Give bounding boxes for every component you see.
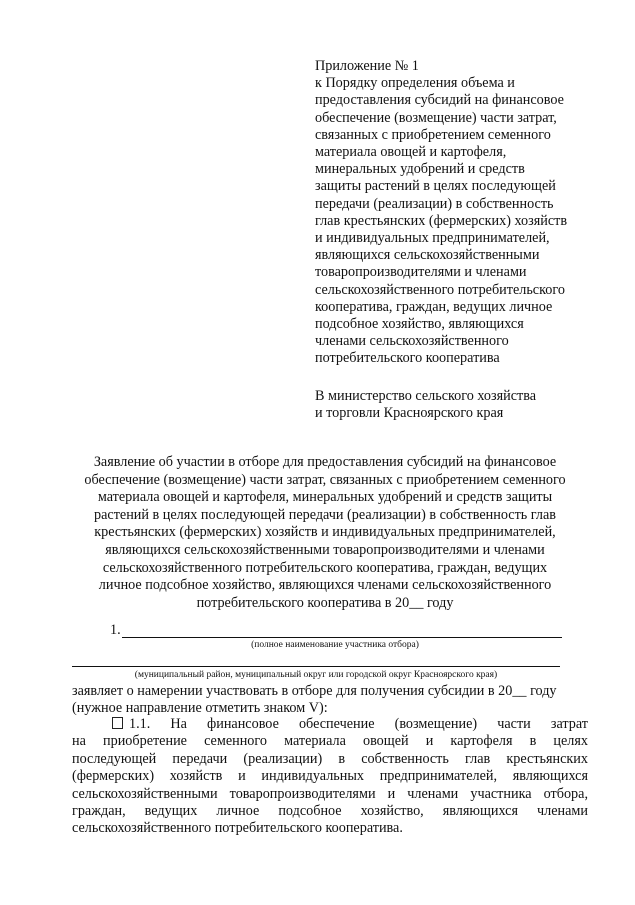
option-line: последующей передачи (реализации) в собственность глав крестьянских [72, 750, 588, 767]
appendix-header [315, 58, 605, 368]
declaration-text [72, 683, 592, 718]
appendix-line: обеспечение (возмещение) части затрат, [315, 109, 557, 126]
appendix-line: членами сельскохозяйственного [315, 333, 509, 350]
appendix-line: предоставления субсидий на финансовое [315, 92, 564, 109]
declaration-line: заявляет о намерении участвовать в отборе для получения субсидии в 20__ году [72, 683, 557, 699]
option-line: (фермерских) хозяйств и индивидуальных предпринимателей, являющихся [72, 768, 588, 785]
title-line: обеспечение (возмещение) части затрат, связанных с приобретением семенного [84, 471, 566, 488]
municipality-field-underline[interactable] [72, 666, 560, 667]
option-line: сельскохозяйственными товаропроизводителями и членами участника отбора, [72, 785, 588, 802]
title-line: потребительского кооператива в 20__ году [196, 594, 454, 611]
title-line: сельскохозяйственного потребительского кооператива, граждан, ведущих [102, 559, 548, 576]
addressee-block [315, 388, 605, 422]
option-line-text: 1.1. На финансовое обеспечение (возмещение) части затрат [129, 716, 588, 732]
participant-name-field[interactable] [110, 620, 570, 640]
field-number: 1. [110, 622, 121, 638]
option-line: сельскохозяйственного потребительского кооператива. [72, 820, 403, 837]
option-line [72, 716, 588, 733]
appendix-line: глав крестьянских (фермерских) хозяйств [315, 212, 568, 229]
appendix-line: минеральных удобрений и средств [315, 161, 525, 178]
addressee-line: В министерство сельского хозяйства [315, 388, 537, 404]
option-line: на приобретение семенного материала овощей и картофеля в целях [72, 733, 588, 750]
participant-name-caption: (полное наименование участника отбора) [251, 640, 419, 650]
title-line: растений в целях последующей передачи (реализации) в собственность глав [94, 506, 556, 523]
participant-name-underline[interactable] [122, 637, 562, 638]
option-checkbox[interactable] [112, 717, 123, 729]
title-line: материала овощей и картофеля, минеральных удобрений и средств защиты [97, 489, 553, 506]
appendix-line: являющихся сельскохозяйственными [315, 247, 540, 264]
appendix-line: потребительского кооператива [315, 350, 500, 367]
appendix-line: и индивидуальных предпринимателей, [315, 230, 550, 247]
appendix-line: сельскохозяйственного потребительского [315, 281, 565, 298]
option-1-1 [72, 716, 588, 838]
appendix-line: Приложение № 1 [315, 58, 419, 74]
title-line: личное подсобное хозяйство, являющихся членами сельскохозяйственного [98, 577, 552, 594]
title-line: крестьянских (фермерских) хозяйств и индивидуальных предпринимателей, [94, 524, 556, 541]
application-title [60, 454, 590, 612]
addressee-line: и торговли Красноярского края [315, 405, 504, 422]
appendix-line: материала овощей и картофеля, [315, 144, 507, 161]
option-line: граждан, ведущих личное подсобное хозяйство, являющихся членами [72, 803, 588, 820]
appendix-line: к Порядку определения объема и [315, 75, 515, 92]
appendix-line: подсобное хозяйство, являющихся [315, 316, 524, 333]
title-line: являющихся сельскохозяйственными товаропроизводителями и членами [105, 541, 545, 558]
appendix-line: связанных с приобретением семенного [315, 126, 551, 143]
municipality-caption: (муниципальный район, муниципальный округ или городской округ Красноярского края) [134, 670, 498, 680]
appendix-line: защиты растений в целях последующей [315, 178, 556, 195]
appendix-line: товаропроизводителями и членами [315, 264, 527, 281]
declaration-line: (нужное направление отметить знаком V): [72, 700, 328, 717]
appendix-line: кооператива, граждан, ведущих личное [315, 298, 553, 315]
appendix-line: передачи (реализации) в собственность [315, 195, 554, 212]
title-line: Заявление об участии в отборе для предоставления субсидий на финансовое [93, 454, 557, 470]
